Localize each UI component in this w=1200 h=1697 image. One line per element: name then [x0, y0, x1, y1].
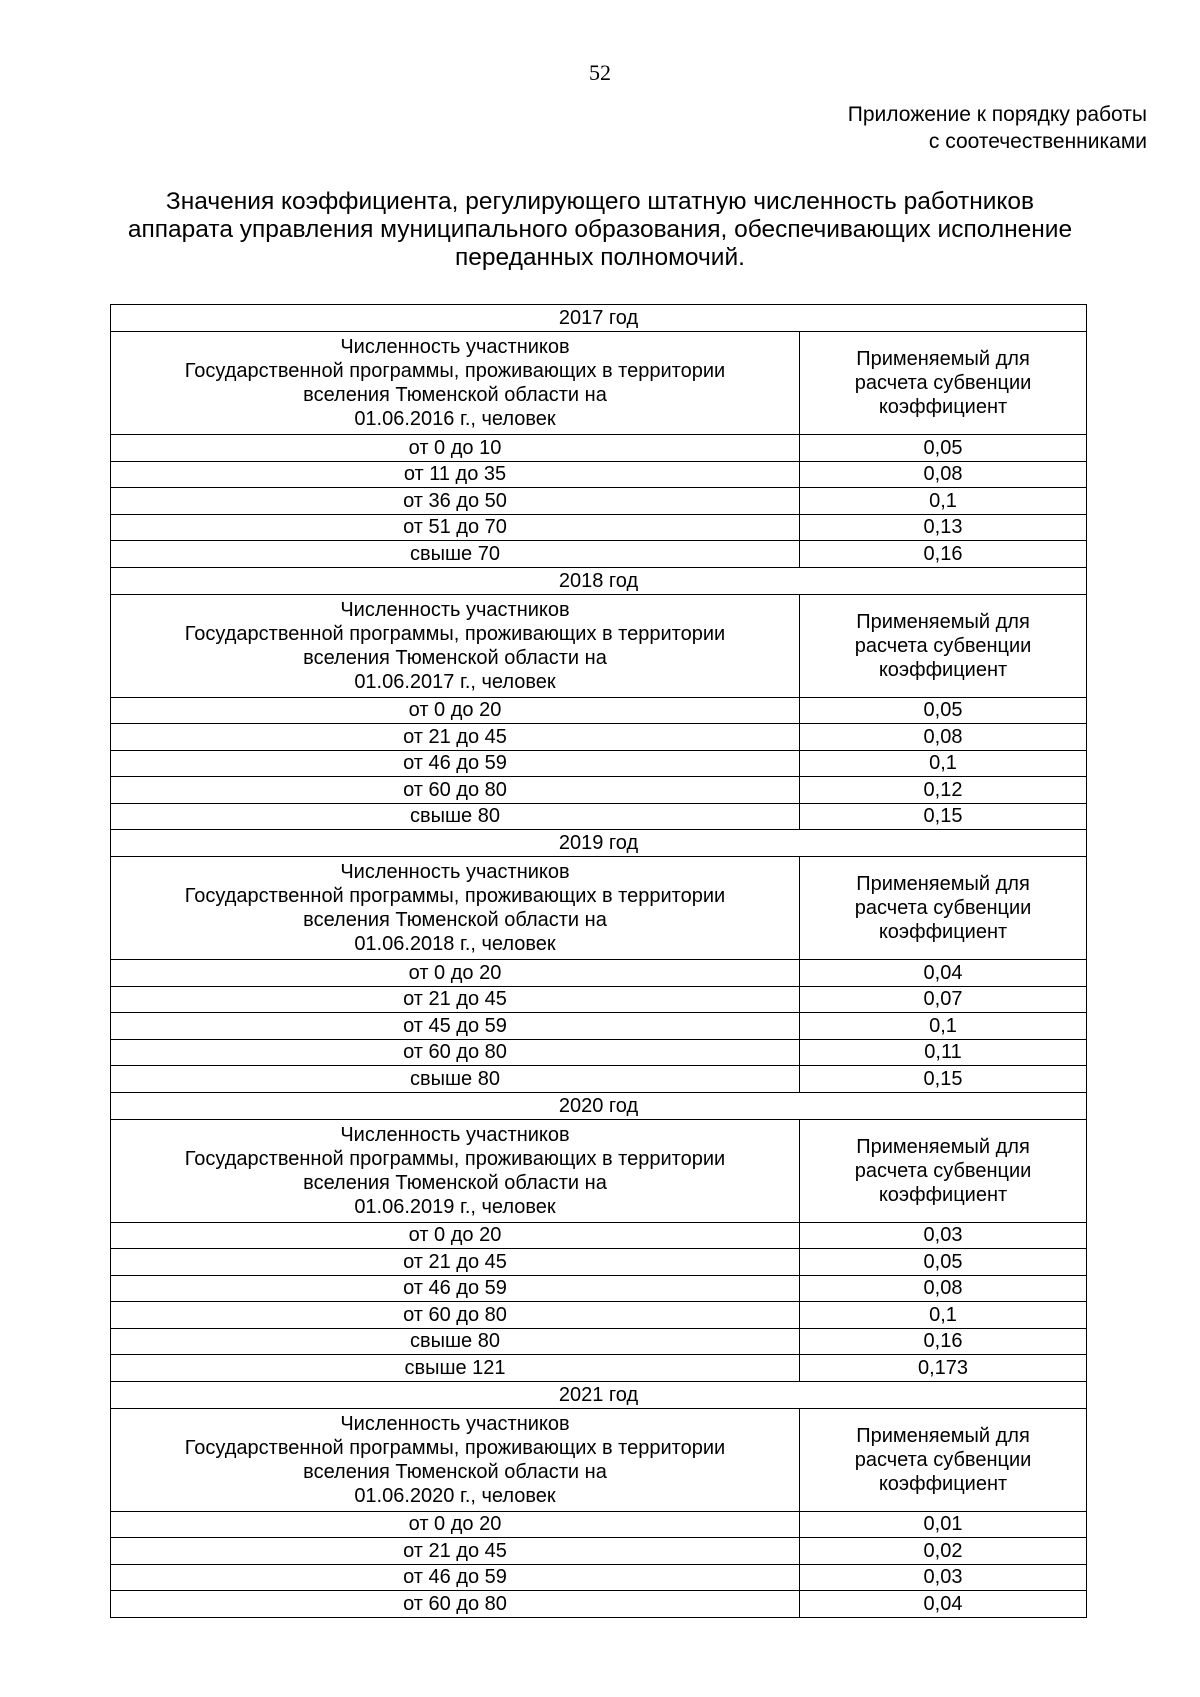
coefficient-table [110, 304, 1087, 1618]
header-line: 01.06.2019 г., человек [354, 1195, 556, 1218]
table-row [111, 1275, 1087, 1302]
range-cell: от 21 до 45 [111, 986, 800, 1013]
header-participants-count [111, 594, 800, 697]
table-row [111, 1302, 1087, 1329]
header-line: Государственной программы, проживающих в территории [184, 622, 726, 645]
year-row [111, 1381, 1087, 1408]
range-cell: от 60 до 80 [111, 1591, 800, 1618]
coefficient-cell: 0,07 [800, 986, 1087, 1013]
coefficient-cell: 0,1 [800, 488, 1087, 515]
range-cell: от 51 до 70 [111, 514, 800, 541]
header-line: вселения Тюменской области на [303, 909, 607, 931]
header-participants-count [111, 857, 800, 960]
coefficient-cell: 0,16 [800, 1328, 1087, 1355]
header-line: Применяемый для [856, 1424, 1030, 1447]
header-line: Численность участников [340, 1412, 570, 1435]
range-cell: от 0 до 20 [111, 960, 800, 987]
year-cell: 2019 год [111, 830, 1087, 857]
table-row [111, 803, 1087, 830]
table-row [111, 1355, 1087, 1382]
header-line: вселения Тюменской области на [303, 646, 607, 669]
header-line: 01.06.2018 г., человек [354, 933, 556, 955]
header-line: коэффициент [878, 1183, 1008, 1206]
header-line: Применяемый для [856, 873, 1030, 895]
appendix-note [848, 101, 1147, 155]
range-cell: от 0 до 10 [111, 435, 800, 462]
document-title [100, 188, 1100, 272]
range-cell: от 60 до 80 [111, 1039, 800, 1066]
year-row [111, 305, 1087, 332]
coefficient-table-body [111, 305, 1087, 1618]
table-row [111, 514, 1087, 541]
header-line: коэффициент [878, 658, 1008, 681]
table-row [111, 1039, 1087, 1066]
range-cell: от 60 до 80 [111, 1302, 800, 1329]
header-line: вселения Тюменской области на [303, 384, 607, 406]
range-cell: от 60 до 80 [111, 777, 800, 804]
coefficient-cell: 0,08 [800, 461, 1087, 488]
range-cell: от 46 до 59 [111, 750, 800, 777]
range-cell: от 36 до 50 [111, 488, 800, 515]
header-coefficient [800, 332, 1087, 435]
year-row [111, 830, 1087, 857]
table-row [111, 986, 1087, 1013]
appendix-line-1: Приложение к порядку работы [847, 103, 1147, 126]
header-line: Применяемый для [856, 1135, 1030, 1158]
coefficient-cell: 0,08 [800, 724, 1087, 751]
header-line: Государственной программы, проживающих в территории [184, 1147, 726, 1170]
coefficient-cell: 0,01 [800, 1511, 1087, 1538]
coefficient-cell: 0,05 [800, 435, 1087, 462]
table-row [111, 541, 1087, 568]
range-cell: от 45 до 59 [111, 1013, 800, 1040]
range-cell: свыше 80 [111, 1328, 800, 1355]
range-cell: свыше 80 [111, 1066, 800, 1093]
range-cell: от 46 до 59 [111, 1275, 800, 1302]
range-cell: от 21 до 45 [111, 1249, 800, 1276]
header-line: Численность участников [340, 336, 570, 358]
header-line: Государственной программы, проживающих в территории [184, 885, 726, 907]
coefficient-cell: 0,12 [800, 777, 1087, 804]
coefficient-cell: 0,1 [800, 1302, 1087, 1329]
coefficient-cell: 0,15 [800, 1066, 1087, 1093]
header-participants-count [111, 1119, 800, 1222]
header-line: Численность участников [340, 598, 570, 621]
table-row [111, 1564, 1087, 1591]
table-row [111, 777, 1087, 804]
coefficient-cell: 0,03 [800, 1564, 1087, 1591]
page-number: 52 [589, 60, 611, 85]
title-line-1: Значения коэффициента, регулирующего штатную численность работников [165, 188, 1035, 215]
coefficient-cell: 0,173 [800, 1355, 1087, 1382]
table-row [111, 1013, 1087, 1040]
coefficient-cell: 0,13 [800, 514, 1087, 541]
table-row [111, 1249, 1087, 1276]
header-line: вселения Тюменской области на [303, 1460, 607, 1483]
header-line: 01.06.2017 г., человек [354, 670, 556, 693]
range-cell: от 0 до 20 [111, 1511, 800, 1538]
coefficient-cell: 0,04 [800, 1591, 1087, 1618]
header-coefficient [800, 1119, 1087, 1222]
coefficient-cell: 0,16 [800, 541, 1087, 568]
header-line: расчета субвенции [854, 1448, 1032, 1471]
header-line: 01.06.2020 г., человек [354, 1484, 556, 1507]
year-cell: 2017 год [111, 305, 1087, 332]
coefficient-cell: 0,03 [800, 1222, 1087, 1249]
table-row [111, 1538, 1087, 1565]
header-line: Государственной программы, проживающих в территории [184, 1436, 726, 1459]
header-line: расчета субвенции [854, 1159, 1032, 1182]
year-row [111, 1092, 1087, 1119]
header-coefficient [800, 594, 1087, 697]
header-coefficient [800, 1408, 1087, 1511]
header-coefficient [800, 857, 1087, 960]
range-cell: свыше 121 [111, 1355, 800, 1382]
header-line: расчета субвенции [854, 372, 1032, 394]
coefficient-cell: 0,15 [800, 803, 1087, 830]
title-line-2: аппарата управления муниципального образования, обеспечивающих исполнение [127, 216, 1073, 243]
coefficient-cell: 0,1 [800, 750, 1087, 777]
header-row [111, 1408, 1087, 1511]
coefficient-cell: 0,08 [800, 1275, 1087, 1302]
coefficient-cell: 0,05 [800, 697, 1087, 724]
table-row [111, 1511, 1087, 1538]
header-line: коэффициент [878, 921, 1008, 943]
year-cell: 2020 год [111, 1092, 1087, 1119]
header-line: коэффициент [878, 396, 1008, 418]
header-line: Численность участников [340, 861, 570, 883]
table-row [111, 750, 1087, 777]
range-cell: от 0 до 20 [111, 697, 800, 724]
header-participants-count [111, 1408, 800, 1511]
range-cell: свыше 80 [111, 803, 800, 830]
header-line: расчета субвенции [854, 897, 1032, 919]
coefficient-cell: 0,05 [800, 1249, 1087, 1276]
header-line: 01.06.2016 г., человек [354, 408, 556, 430]
range-cell: свыше 70 [111, 541, 800, 568]
table-row [111, 461, 1087, 488]
table-row [111, 435, 1087, 462]
coefficient-cell: 0,02 [800, 1538, 1087, 1565]
table-row [111, 1328, 1087, 1355]
header-line: Применяемый для [856, 610, 1030, 633]
header-row [111, 332, 1087, 435]
table-row [111, 724, 1087, 751]
range-cell: от 46 до 59 [111, 1564, 800, 1591]
coefficient-cell: 0,04 [800, 960, 1087, 987]
header-participants-count [111, 332, 800, 435]
table-row [111, 1222, 1087, 1249]
title-line-3: переданных полномочий. [455, 244, 745, 271]
header-row [111, 594, 1087, 697]
header-line: коэффициент [878, 1472, 1008, 1495]
header-line: Применяемый для [856, 348, 1030, 370]
appendix-line-2: с соотечественниками [928, 130, 1147, 153]
table-row [111, 488, 1087, 515]
table-row [111, 1591, 1087, 1618]
coefficient-cell: 0,11 [800, 1039, 1087, 1066]
range-cell: от 0 до 20 [111, 1222, 800, 1249]
table-row [111, 960, 1087, 987]
header-row [111, 857, 1087, 960]
year-cell: 2018 год [111, 567, 1087, 594]
year-cell: 2021 год [111, 1381, 1087, 1408]
coefficient-cell: 0,1 [800, 1013, 1087, 1040]
table-row [111, 697, 1087, 724]
header-line: Государственной программы, проживающих в территории [184, 360, 726, 382]
header-row [111, 1119, 1087, 1222]
range-cell: от 21 до 45 [111, 1538, 800, 1565]
year-row [111, 567, 1087, 594]
header-line: расчета субвенции [854, 634, 1032, 657]
range-cell: от 21 до 45 [111, 724, 800, 751]
header-line: вселения Тюменской области на [303, 1171, 607, 1194]
range-cell: от 11 до 35 [111, 461, 800, 488]
table-row [111, 1066, 1087, 1093]
header-line: Численность участников [340, 1123, 570, 1146]
